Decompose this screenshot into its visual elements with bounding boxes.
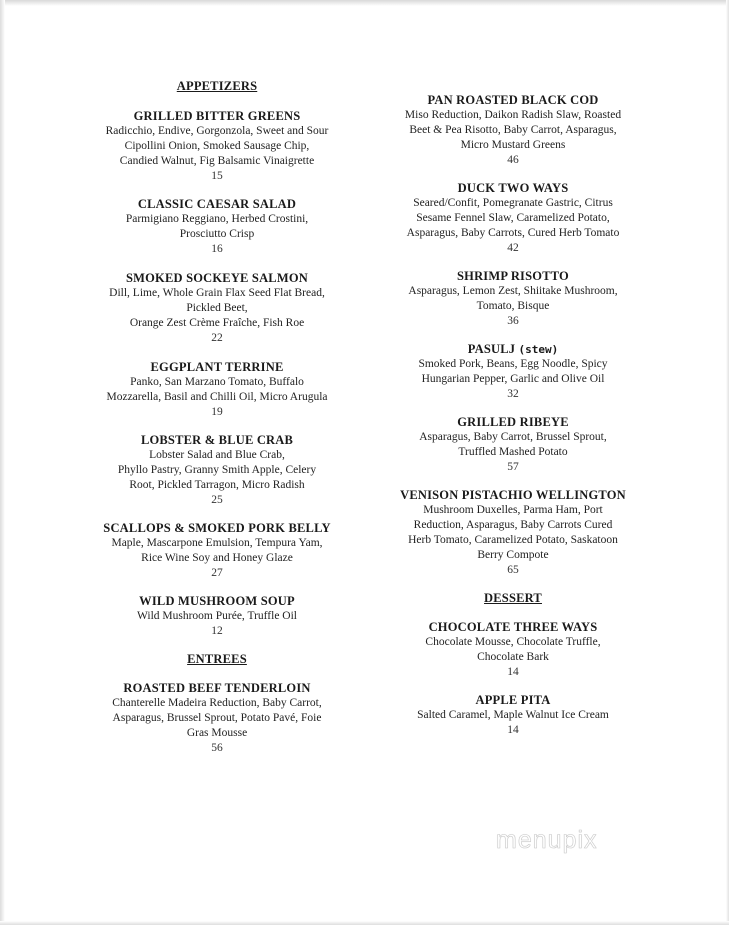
menu-item [370,342,656,401]
menu-item-description: Cipollini Onion, Smoked Sausage Chip, [124,140,310,152]
menu-item [370,181,656,255]
menu-column-left [72,79,362,755]
menu-item-price: 56 [211,742,223,754]
menu-item-price: 36 [507,315,519,327]
menu-item [72,109,362,183]
menu-item-name: APPLE PITA [475,693,551,707]
menu-item [370,620,656,679]
menu-item [72,197,362,256]
menu-item-name: EGGPLANT TERRINE [150,360,284,374]
page-edge-shadow [0,0,729,6]
menu-item-name: LOBSTER & BLUE CRAB [140,433,294,447]
menu-item [72,433,362,507]
menu-item-description: Mushroom Duxelles, Parma Ham, Port [423,504,603,516]
dessert-heading: DESSERT [484,591,542,605]
page-edge-shadow [0,921,729,925]
menu-item [370,93,656,167]
menu-item-name: SMOKED SOCKEYE SALMON [125,271,308,285]
menu-item-price: 19 [211,406,223,418]
menu-item-description: Pickled Beet, [186,302,248,314]
menu-item-description: Maple, Mascarpone Emulsion, Tempura Yam, [111,537,323,549]
menu-item-price: 46 [507,154,519,166]
menu-item-description: Root, Pickled Tarragon, Micro Radish [129,479,305,491]
menu-item-description: Asparagus, Lemon Zest, Shiitake Mushroom, [408,285,618,297]
menu-item-description: Rice Wine Soy and Honey Glaze [141,552,293,564]
appetizers-heading: APPETIZERS [176,79,258,93]
menu-item-price: 14 [507,666,519,678]
menu-item-description: Dill, Lime, Whole Grain Flax Seed Flat Bread, [109,287,325,299]
menu-item-description: Candied Walnut, Fig Balsamic Vinaigrette [119,155,315,167]
watermark: menupix [496,826,598,854]
menu-item-description: Asparagus, Baby Carrots, Cured Herb Tomato [406,227,620,239]
menu-item-name: CHOCOLATE THREE WAYS [428,620,598,634]
menu-item-name: GRILLED BITTER GREENS [133,109,301,123]
menu-item-price: 32 [507,388,519,400]
menu-item-description: Orange Zest Crème Fraîche, Fish Roe [129,317,305,329]
menu-item-name: ROASTED BEEF TENDERLOIN [123,681,311,695]
menu-item-description: Salted Caramel, Maple Walnut Ice Cream [417,709,609,721]
menu-item-description: Asparagus, Brussel Sprout, Potato Pavé, Foie [112,712,322,724]
menu-item-name: SHRIMP RISOTTO [457,269,569,283]
menu-item-price: 25 [211,494,223,506]
menu-item-description: Panko, San Marzano Tomato, Buffalo [130,376,304,388]
menu-item-name-note: (stew) [518,343,559,356]
menu-item-name [370,342,656,357]
menu-item-name: VENISON PISTACHIO WELLINGTON [400,488,626,502]
menu-item-description: Mozzarella, Basil and Chilli Oil, Micro Arugula [106,391,328,403]
menu-item-price: 14 [507,724,519,736]
menu-item-description: Chanterelle Madeira Reduction, Baby Carrot, [112,697,322,709]
menu-item-price: 16 [211,243,223,255]
menu-item-description: Phyllo Pastry, Granny Smith Apple, Celery [117,464,317,476]
menu-item-name: GRILLED RIBEYE [457,415,569,429]
menu-item-price: 12 [211,625,223,637]
menu-item-description: Lobster Salad and Blue Crab, [149,449,285,461]
menu-item-price: 57 [507,461,519,473]
menu-item [370,693,656,737]
menu-item-name-text: PASULJ [467,342,516,356]
menu-item-name: WILD MUSHROOM SOUP [139,594,295,608]
menu-item-description: Hungarian Pepper, Garlic and Olive Oil [421,373,605,385]
menu-item-price: 42 [507,242,519,254]
menu-item-name: SCALLOPS & SMOKED PORK BELLY [103,521,331,535]
menu-item [370,415,656,474]
menu-item-name: CLASSIC CAESAR SALAD [137,197,297,211]
menu-item-name: DUCK TWO WAYS [457,181,569,195]
menu-item-description: Truffled Mashed Potato [458,446,568,458]
menu-item-description: Asparagus, Baby Carrot, Brussel Sprout, [419,431,607,443]
menu-item [72,271,362,345]
menu-item-description: Chocolate Bark [477,651,549,663]
menu-item-description: Beet & Pea Risotto, Baby Carrot, Asparagus, [409,124,617,136]
menu-item [72,681,362,755]
menu-item-description: Parmigiano Reggiano, Herbed Crostini, [125,213,309,225]
menu-item-description: Sesame Fennel Slaw, Caramelized Potato, [416,212,610,224]
menu-item-description: Gras Mousse [186,727,248,739]
menu-item-description: Miso Reduction, Daikon Radish Slaw, Roasted [404,109,622,121]
menu-item-description: Seared/Confit, Pomegranate Gastric, Citrus [413,197,613,209]
menu-item-price: 27 [211,567,223,579]
menu-item-description: Micro Mustard Greens [460,139,566,151]
menu-item-price: 22 [211,332,223,344]
menu-item [370,269,656,328]
entrees-heading: ENTREES [187,652,247,666]
menu-item-description: Smoked Pork, Beans, Egg Noodle, Spicy [418,358,608,370]
menu-item-name: PAN ROASTED BLACK COD [427,93,599,107]
menu-item-price: 65 [507,564,519,576]
menu-item-price: 15 [211,170,223,182]
menu-item-description: Berry Compote [477,549,549,561]
menu-item [72,360,362,419]
menu-item-description: Radicchio, Endive, Gorgonzola, Sweet and Sour [105,125,329,137]
menu-item [72,521,362,580]
menu-item [370,488,656,577]
menu-item-description: Chocolate Mousse, Chocolate Truffle, [425,636,601,648]
page-edge-shadow [0,0,5,925]
menu-item-description: Herb Tomato, Caramelized Potato, Saskatoon [408,534,618,546]
menu-item-description: Reduction, Asparagus, Baby Carrots Cured [413,519,613,531]
menu-item [72,594,362,638]
menu-column-right [370,93,656,737]
menu-item-description: Wild Mushroom Purée, Truffle Oil [136,610,297,622]
menu-item-description: Tomato, Bisque [476,300,550,312]
menu-item-description: Prosciutto Crisp [179,228,255,240]
